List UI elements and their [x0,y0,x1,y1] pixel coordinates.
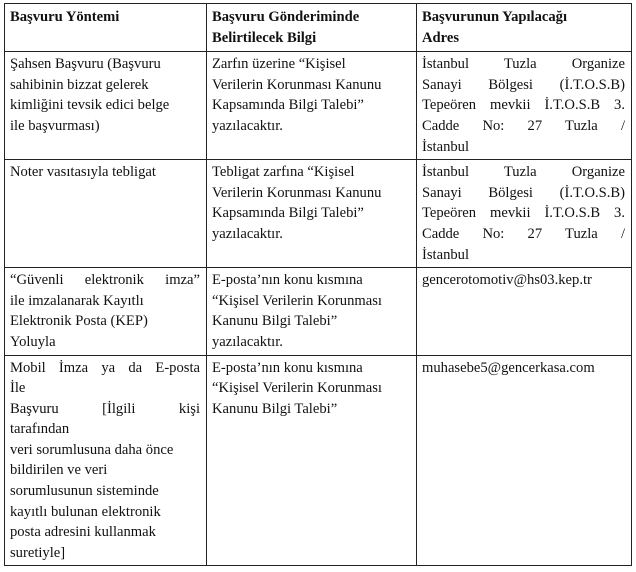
address-line: Cadde No: 27 Tuzla / [422,117,625,134]
method-line: Başvuru [İlgili kişi [10,400,200,417]
method-line: Elektronik Posta (KEP) [10,313,148,330]
cell-address [417,355,632,566]
method-line: tarafından [10,421,70,438]
method-line: bildirilen ve veri [10,462,108,479]
info-line: E-posta’nın konu kısmına [212,359,363,376]
info-line: Verilerin Korunması Kanunu [212,184,382,201]
info-line: Zarfın üzerine “Kişisel [212,56,346,73]
address-line: Sanayi Bölgesi (İ.T.O.S.B) [422,184,625,201]
header-line: Başvurunun Yapılacağı [422,9,568,25]
method-line: veri sorumlusuna daha önce [10,441,174,458]
info-line: yazılacaktır. [212,333,283,350]
method-line: Şahsen Başvuru (Başvuru [10,56,161,73]
method-line: kimliğini tevsik edici belge [10,97,170,114]
header-info-to-specify [207,4,417,52]
method-line: Mobil İmza ya da E-posta [10,359,200,376]
address-line: İstanbul Tuzla Organize [422,164,625,181]
header-application-address [417,4,632,52]
method-line: sahibinin bizzat gelerek [10,76,149,93]
header-line: Belirtilecek Bilgi [212,29,317,46]
header-application-method [5,4,207,52]
table-row [5,355,632,566]
method-line: suretiyle] [10,544,66,561]
cell-info [207,160,417,268]
table-header-row [5,4,632,52]
cell-info [207,355,417,566]
info-line: Kanunu Bilgi Talebi” [212,400,338,417]
cell-info [207,268,417,355]
cell-address [417,52,632,160]
method-line: ile imzalanarak Kayıtlı [10,292,144,309]
info-line: Kanunu Bilgi Talebi” [212,313,338,330]
method-line: “Güvenli elektronik imza” [10,272,200,289]
info-line: E-posta’nın konu kısmına [212,272,363,289]
header-line: Başvuru Yöntemi [10,9,120,25]
email-address: muhasebe5@gencerkasa.com [422,359,595,376]
info-line: “Kişisel Verilerin Korunması [212,292,382,309]
address-line: Cadde No: 27 Tuzla / [422,225,625,242]
info-line: yazılacaktır. [212,225,283,242]
address-line: İstanbul Tuzla Organize [422,56,625,73]
cell-method [5,355,207,566]
header-line: Adres [422,29,460,46]
cell-address [417,160,632,268]
cell-method [5,160,207,268]
kep-address: gencerotomotiv@hs03.kep.tr [422,272,592,289]
table-row [5,268,632,355]
info-line: Tebligat zarfına “Kişisel [212,164,355,181]
method-line: posta adresini kullanmak [10,524,156,541]
method-line: Yoluyla [10,333,56,350]
method-line: sorumlusunun sisteminde [10,483,159,500]
table-row [5,52,632,160]
address-line: Sanayi Bölgesi (İ.T.O.S.B) [422,76,625,93]
table-row [5,160,632,268]
cell-info [207,52,417,160]
address-line: İstanbul [422,138,470,155]
address-line: İstanbul [422,246,470,263]
info-line: Verilerin Korunması Kanunu [212,76,382,93]
cell-method [5,52,207,160]
info-line: “Kişisel Verilerin Korunması [212,380,382,397]
cell-method [5,268,207,355]
address-line: Tepeören mevkii İ.T.O.S.B 3. [422,205,625,222]
info-line: Kapsamında Bilgi Talebi” [212,205,364,222]
header-line: Başvuru Gönderiminde [212,9,360,25]
info-line: Kapsamında Bilgi Talebi” [212,97,364,114]
method-line: ile başvurması) [10,117,100,134]
address-line: Tepeören mevkii İ.T.O.S.B 3. [422,97,625,114]
method-line: kayıtlı bulunan elektronik [10,503,161,520]
method-line: İle [10,380,26,397]
method-line: Noter vasıtasıyla tebligat [10,164,156,181]
application-methods-table [4,3,632,566]
cell-address [417,268,632,355]
info-line: yazılacaktır. [212,117,283,134]
